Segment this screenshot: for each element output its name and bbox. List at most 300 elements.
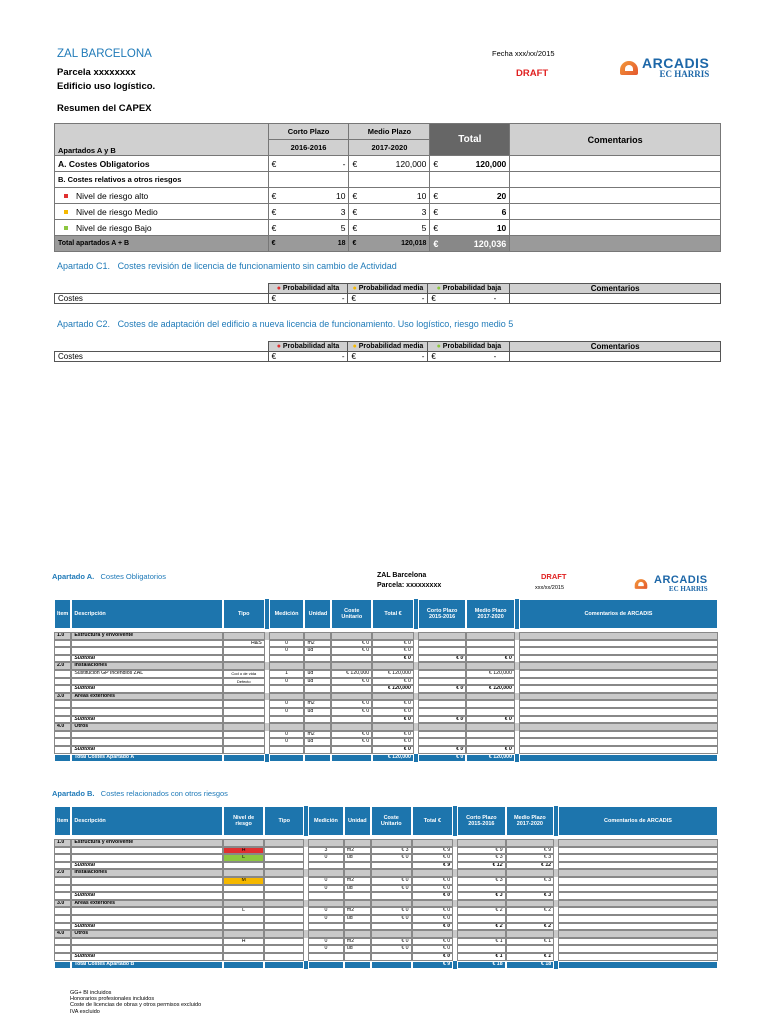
col-descripcion: Descripción (71, 806, 222, 836)
medio-value: 10 (363, 188, 430, 204)
corto-value: 3 (282, 204, 349, 220)
currency: € (349, 236, 363, 252)
subtotal-row (54, 746, 718, 754)
unidad-cell: m2 (344, 907, 371, 915)
corto-cell: € 9 (457, 847, 506, 855)
unidad-cell: ud (344, 885, 371, 893)
currency: € (430, 188, 444, 204)
row-label: Nivel de riesgo alto (76, 190, 149, 201)
section-row (54, 869, 718, 877)
col-total: Total (430, 124, 510, 156)
medicion-cell: 0 (308, 877, 344, 885)
medio-value: 3 (363, 204, 430, 220)
table-row (54, 670, 718, 678)
apA-table (54, 599, 718, 762)
corto-cell: € 18 (457, 961, 506, 969)
unidad-cell: ud (344, 945, 371, 953)
unidad-cell: ud (304, 670, 331, 678)
total-cell: € 0 (372, 716, 414, 724)
corto-cell: € 0 (418, 754, 466, 762)
logo-line1: ARCADIS (654, 574, 708, 586)
value: - (421, 352, 425, 361)
unidad-cell: ud (344, 854, 371, 862)
coste-cell: € 0 (371, 907, 412, 915)
total-label: Total apartados A + B (55, 236, 269, 252)
section-label: Instalaciones (71, 869, 222, 877)
total-medio: 120,018 (363, 236, 430, 252)
total-value: 6 (444, 204, 510, 220)
green-dot-icon: ● (436, 343, 441, 350)
note-item: Honorarios profesionales incluidos (70, 996, 155, 1003)
apB-table (54, 806, 718, 969)
corto-cell: € 0 (418, 716, 466, 724)
c2-title (57, 319, 513, 329)
risk-medium-cell: M (223, 877, 265, 885)
col-comentarios: Comentarios de ARCADIS (519, 599, 718, 629)
apB-title (52, 789, 228, 798)
corto-cell: € 0 (418, 685, 466, 693)
comentario-cell (510, 156, 721, 172)
section-row (54, 839, 718, 847)
apA-title (52, 572, 166, 581)
currency: € (430, 236, 444, 252)
total-cell: € 0 (372, 655, 414, 663)
subtotal-label: Subtotal (71, 953, 222, 961)
tipo-cell: H&S (223, 640, 265, 648)
section-label: Estructura y envolvente (71, 839, 222, 847)
coste-cell: € 0 (371, 877, 412, 885)
table-row (54, 700, 718, 708)
c1-title (57, 261, 397, 271)
table-row (54, 640, 718, 648)
currency: € (351, 294, 356, 303)
col-total: Total € (372, 599, 414, 629)
corto-cell: € 1 (457, 953, 506, 961)
col-unidad: Unidad (304, 599, 331, 629)
section-label: Otros (71, 723, 223, 731)
total-value: 10 (444, 220, 510, 236)
medicion-cell: 0 (269, 640, 305, 648)
risk-level-cell: L (223, 907, 265, 915)
section-label: Instalaciones (71, 662, 223, 670)
unidad-cell: m2 (304, 700, 331, 708)
subtotal-row (54, 685, 718, 693)
coste-cell: € 120,000 (331, 670, 372, 678)
yellow-dot-icon: ● (352, 285, 357, 292)
risk-low-dot-icon (64, 226, 68, 230)
total-cell: € 9 (412, 862, 454, 870)
col-medicion: Medición (308, 806, 344, 836)
corto-cell: € 3 (457, 854, 506, 862)
total-cell: € 0 (412, 923, 454, 931)
value: - (421, 294, 425, 303)
medicion-cell: 1 (269, 670, 305, 678)
edificio-label: Edificio uso logístico. (57, 81, 156, 92)
col-item: Item (54, 806, 71, 836)
coste-cell: € 3 (371, 847, 412, 855)
table-row (54, 915, 718, 923)
total-cell: € 9 (412, 961, 454, 969)
currency: € (349, 188, 363, 204)
unidad-cell: ud (304, 738, 331, 746)
medicion-cell: 0 (308, 938, 344, 946)
item-num: 3.0 (54, 693, 71, 701)
col-corto-plazo: Corto Plazo 2015-2016 (418, 599, 466, 629)
prob-baja: Probabilidad baja (442, 343, 502, 350)
subtotal-label: Subtotal (71, 685, 223, 693)
item-num: 4.0 (54, 930, 71, 938)
col-apartados: Apartados A y B (55, 124, 269, 156)
medicion-cell: 0 (269, 647, 305, 655)
subtotal-row (54, 862, 718, 870)
total-cell: € 0 (372, 678, 414, 686)
subtotal-label: Subtotal (71, 716, 223, 724)
apB-text: Costes relacionados con otros riesgos (100, 789, 228, 798)
medicion-cell: 0 (308, 885, 344, 893)
col-corto-plazo: Corto Plazo 2015-2016 (457, 806, 506, 836)
value: - (493, 352, 497, 361)
total-cell: € 0 (412, 938, 454, 946)
medio-cell: € 120,000 (466, 670, 515, 678)
apA-zal: ZAL Barcelona (377, 572, 427, 579)
medicion-cell: 0 (308, 915, 344, 923)
total-cell: € 0 (372, 746, 414, 754)
subtotal-row (54, 892, 718, 900)
medio-cell: € 3 (506, 854, 555, 862)
note-item: IVA excluido (70, 1008, 100, 1015)
medio-cell: € 9 (506, 847, 555, 855)
prob-media: Probabilidad media (358, 285, 424, 292)
col-medio-years: 2017-2020 (349, 140, 430, 156)
coste-cell: € 0 (331, 738, 372, 746)
medio-cell: € 12 (506, 862, 555, 870)
section-label: Areas exteriores (71, 693, 223, 701)
logo-line1: ARCADIS (642, 55, 710, 71)
corto-value: - (282, 156, 349, 172)
coste-cell: € 0 (371, 854, 412, 862)
prob-alta: Probabilidad alta (282, 343, 340, 350)
corto-cell: € 0 (418, 746, 466, 754)
table-row (54, 877, 718, 885)
total-corto: 18 (282, 236, 349, 252)
col-corto-years: 2016-2016 (268, 140, 349, 156)
total-cell: € 0 (412, 945, 454, 953)
medicion-cell: 0 (269, 731, 305, 739)
apA-code: Apartado A. (52, 572, 95, 581)
row-label: A. Costes Obligatorios (55, 156, 269, 172)
currency: € (349, 220, 363, 236)
section-label: Otros (71, 930, 222, 938)
medio-cell: € 120,000 (466, 754, 515, 762)
unidad-cell: m2 (344, 938, 371, 946)
col-comentarios: Comentarios de ARCADIS (558, 806, 718, 836)
total-cell: € 0 (412, 854, 454, 862)
capex-total-row (55, 236, 721, 252)
unidad-cell: ud (344, 915, 371, 923)
unidad-cell: m2 (344, 877, 371, 885)
subtotal-label: Subtotal (71, 923, 222, 931)
coste-cell: € 0 (331, 700, 372, 708)
value: - (341, 294, 345, 303)
subtotal-row (54, 953, 718, 961)
col-coste-unitario: Coste Unitario (331, 599, 372, 629)
section-row (54, 900, 718, 908)
apA-fecha: xxx/xx/2015 (535, 585, 565, 591)
section-row (54, 662, 718, 670)
arcadis-logo-icon (635, 579, 648, 589)
red-dot-icon: ● (276, 285, 281, 292)
medicion-cell: 3 (308, 847, 344, 855)
row-label: B. Costes relativos a otros riesgos (55, 172, 269, 188)
section-row (54, 693, 718, 701)
col-medio: Medio Plazo (349, 124, 430, 140)
corto-cell: € 12 (457, 862, 506, 870)
table-row (54, 938, 718, 946)
col-medio-plazo: Medio Plazo 2017-2020 (466, 599, 515, 629)
c2-table (54, 341, 721, 362)
item-num: 4.0 (54, 723, 71, 731)
corto-cell: € 3 (457, 877, 506, 885)
capex-row-bajo (55, 220, 721, 236)
medio-cell: € 18 (506, 961, 555, 969)
currency: € (431, 352, 436, 361)
subtotal-row (54, 716, 718, 724)
subtotal-label: Subtotal (71, 655, 223, 663)
corto-cell: € 3 (457, 892, 506, 900)
subtotal-row (54, 923, 718, 931)
medio-cell: € 2 (506, 923, 555, 931)
currency: € (268, 236, 282, 252)
resumen-heading: Resumen del CAPEX (57, 103, 152, 114)
row-label: Nivel de riesgo Bajo (76, 222, 152, 233)
currency: € (431, 294, 436, 303)
currency: € (268, 188, 282, 204)
total-label: Total Costes Apartado A (71, 754, 223, 762)
total-cell: € 0 (412, 877, 454, 885)
value: - (341, 352, 345, 361)
col-corto: Corto Plazo (268, 124, 349, 140)
item-num: 3.0 (54, 900, 71, 908)
unidad-cell: ud (304, 678, 331, 686)
apA-total-row (54, 754, 718, 762)
subtotal-row (54, 655, 718, 663)
arcadis-logo-small (632, 575, 708, 593)
c1-table (54, 283, 721, 304)
col-comentarios: Comentarios (510, 124, 721, 156)
currency: € (430, 204, 444, 220)
unidad-cell: m2 (304, 731, 331, 739)
currency: € (268, 156, 282, 172)
c1-code: Apartado C1. (57, 261, 111, 271)
coste-cell: € 0 (371, 945, 412, 953)
medio-cell: € 0 (466, 716, 515, 724)
section-row (54, 930, 718, 938)
total-cell: € 120,000 (372, 754, 414, 762)
total-value: 120,000 (444, 156, 510, 172)
col-total: Total € (412, 806, 454, 836)
total-cell: € 0 (372, 700, 414, 708)
total-cell: € 0 (412, 907, 454, 915)
table-row (54, 945, 718, 953)
total-cell: € 0 (372, 708, 414, 716)
total-total: 120,036 (444, 236, 510, 252)
medio-cell: € 1 (506, 953, 555, 961)
currency: € (349, 156, 363, 172)
medicion-cell: 0 (308, 907, 344, 915)
col-descripcion: Descripción (71, 599, 223, 629)
item-num: 2.0 (54, 662, 71, 670)
medio-cell: € 1 (506, 938, 555, 946)
total-cell: € 0 (412, 885, 454, 893)
coste-cell: € 0 (331, 708, 372, 716)
medicion-cell: 0 (269, 708, 305, 716)
medio-value: 120,000 (363, 156, 430, 172)
col-medicion: Medición (269, 599, 305, 629)
col-coste-unitario: Coste Unitario (371, 806, 412, 836)
medio-cell: € 2 (506, 907, 555, 915)
coste-cell: € 0 (331, 647, 372, 655)
subtotal-label: Subtotal (71, 862, 222, 870)
total-cell: € 9 (412, 847, 454, 855)
table-row (54, 854, 718, 862)
corto-cell: € 0 (418, 655, 466, 663)
currency: € (268, 204, 282, 220)
red-dot-icon: ● (276, 343, 281, 350)
capex-table (54, 123, 721, 252)
medio-cell: € 120,000 (466, 685, 515, 693)
capex-row-alto (55, 188, 721, 204)
coste-cell: € 0 (371, 938, 412, 946)
prob-media: Probabilidad media (358, 343, 424, 350)
medicion-cell: 0 (269, 700, 305, 708)
capex-row-a (55, 156, 721, 172)
coste-cell: € 0 (331, 678, 372, 686)
apA-text: Costes Obligatorios (100, 572, 166, 581)
subtotal-label: Subtotal (71, 746, 223, 754)
costes-label: Costes (55, 352, 269, 362)
table-row (54, 885, 718, 893)
section-row (54, 632, 718, 640)
corto-cell: € 2 (457, 907, 506, 915)
apB-code: Apartado B. (52, 789, 95, 798)
table-row (54, 847, 718, 855)
c2-text: Costes de adaptación del edificio a nueva licencia de funcionamiento. Uso logístico, riesgo medio 5 (117, 319, 514, 329)
medio-cell: € 0 (466, 746, 515, 754)
risk-low-cell: L (223, 854, 265, 862)
costes-label: Costes (55, 294, 269, 304)
green-dot-icon: ● (436, 285, 441, 292)
coste-cell: € 0 (371, 885, 412, 893)
draft-label: DRAFT (516, 68, 549, 79)
note-item: GG+ BI incluidos (70, 990, 112, 996)
total-value: 20 (444, 188, 510, 204)
total-cell: € 120,000 (372, 670, 414, 678)
total-cell: € 0 (372, 731, 414, 739)
apA-parcela: Parcela: xxxxxxxxx (377, 582, 442, 589)
total-cell: € 0 (412, 892, 454, 900)
medicion-cell: 0 (308, 854, 344, 862)
currency: € (349, 204, 363, 220)
risk-high-cell: H (223, 847, 265, 855)
subtotal-label: Subtotal (71, 892, 222, 900)
apA-draft: DRAFT (541, 572, 567, 581)
table-row (54, 907, 718, 915)
unidad-cell: ud (304, 647, 331, 655)
apB-total-row (54, 961, 718, 969)
total-cell: € 0 (412, 953, 454, 961)
c2-costes-row (55, 352, 721, 362)
row-label: Nivel de riesgo Medio (76, 206, 158, 217)
total-cell: € 120,000 (372, 685, 414, 693)
tipo-cell: Cod o de vida (223, 670, 265, 678)
corto-value: 10 (282, 188, 349, 204)
medio-cell: € 3 (506, 892, 555, 900)
section-row (54, 723, 718, 731)
c1-text: Costes revisión de licencia de funcionamiento sin cambio de Actividad (117, 261, 397, 271)
capex-row-medio (55, 204, 721, 220)
prob-baja: Probabilidad baja (442, 285, 502, 292)
col-item: Item (54, 599, 71, 629)
item-num: 2.0 (54, 869, 71, 877)
c2-code: Apartado C2. (57, 319, 111, 329)
fecha-label: Fecha xxx/xx/2015 (492, 49, 555, 58)
logo-line2: EC HARRIS (659, 69, 710, 79)
currency: € (430, 220, 444, 236)
total-cell: € 0 (372, 738, 414, 746)
currency: € (268, 220, 282, 236)
section-label: Estructura y envolvente (71, 632, 223, 640)
medio-cell: € 3 (506, 877, 555, 885)
coste-cell: € 0 (371, 915, 412, 923)
coste-cell: € 0 (331, 731, 372, 739)
medio-cell: € 0 (466, 655, 515, 663)
medicion-cell: 0 (269, 678, 305, 686)
prob-alta: Probabilidad alta (282, 285, 340, 292)
corto-cell: € 2 (457, 923, 506, 931)
value: - (493, 294, 497, 303)
col-medio-plazo: Medio Plazo 2017-2020 (506, 806, 555, 836)
unidad-cell: m2 (344, 847, 371, 855)
project-title: ZAL BARCELONA (57, 48, 152, 60)
medicion-cell: 0 (308, 945, 344, 953)
arcadis-logo-icon (620, 61, 638, 75)
item-num: 1.0 (54, 839, 71, 847)
parcela-label: Parcela xxxxxxxx (57, 67, 136, 78)
currency: € (351, 352, 356, 361)
table-row (54, 708, 718, 716)
unidad-cell: m2 (304, 640, 331, 648)
item-num: 1.0 (54, 632, 71, 640)
c1-costes-row (55, 294, 721, 304)
c1-comentarios: Comentarios (510, 284, 721, 294)
arcadis-logo (620, 56, 709, 79)
corto-cell: € 1 (457, 938, 506, 946)
risk-high-dot-icon (64, 194, 68, 198)
total-label: Total Costes Apartado B (71, 961, 222, 969)
medicion-cell: 0 (269, 738, 305, 746)
medio-value: 5 (363, 220, 430, 236)
col-unidad: Unidad (344, 806, 371, 836)
total-cell: € 0 (372, 647, 414, 655)
yellow-dot-icon: ● (352, 343, 357, 350)
corto-value: 5 (282, 220, 349, 236)
table-row (54, 647, 718, 655)
table-row (54, 738, 718, 746)
table-row (54, 731, 718, 739)
footnotes (70, 990, 201, 1015)
logo-line2: EC HARRIS (668, 585, 708, 593)
table-row (54, 678, 718, 686)
